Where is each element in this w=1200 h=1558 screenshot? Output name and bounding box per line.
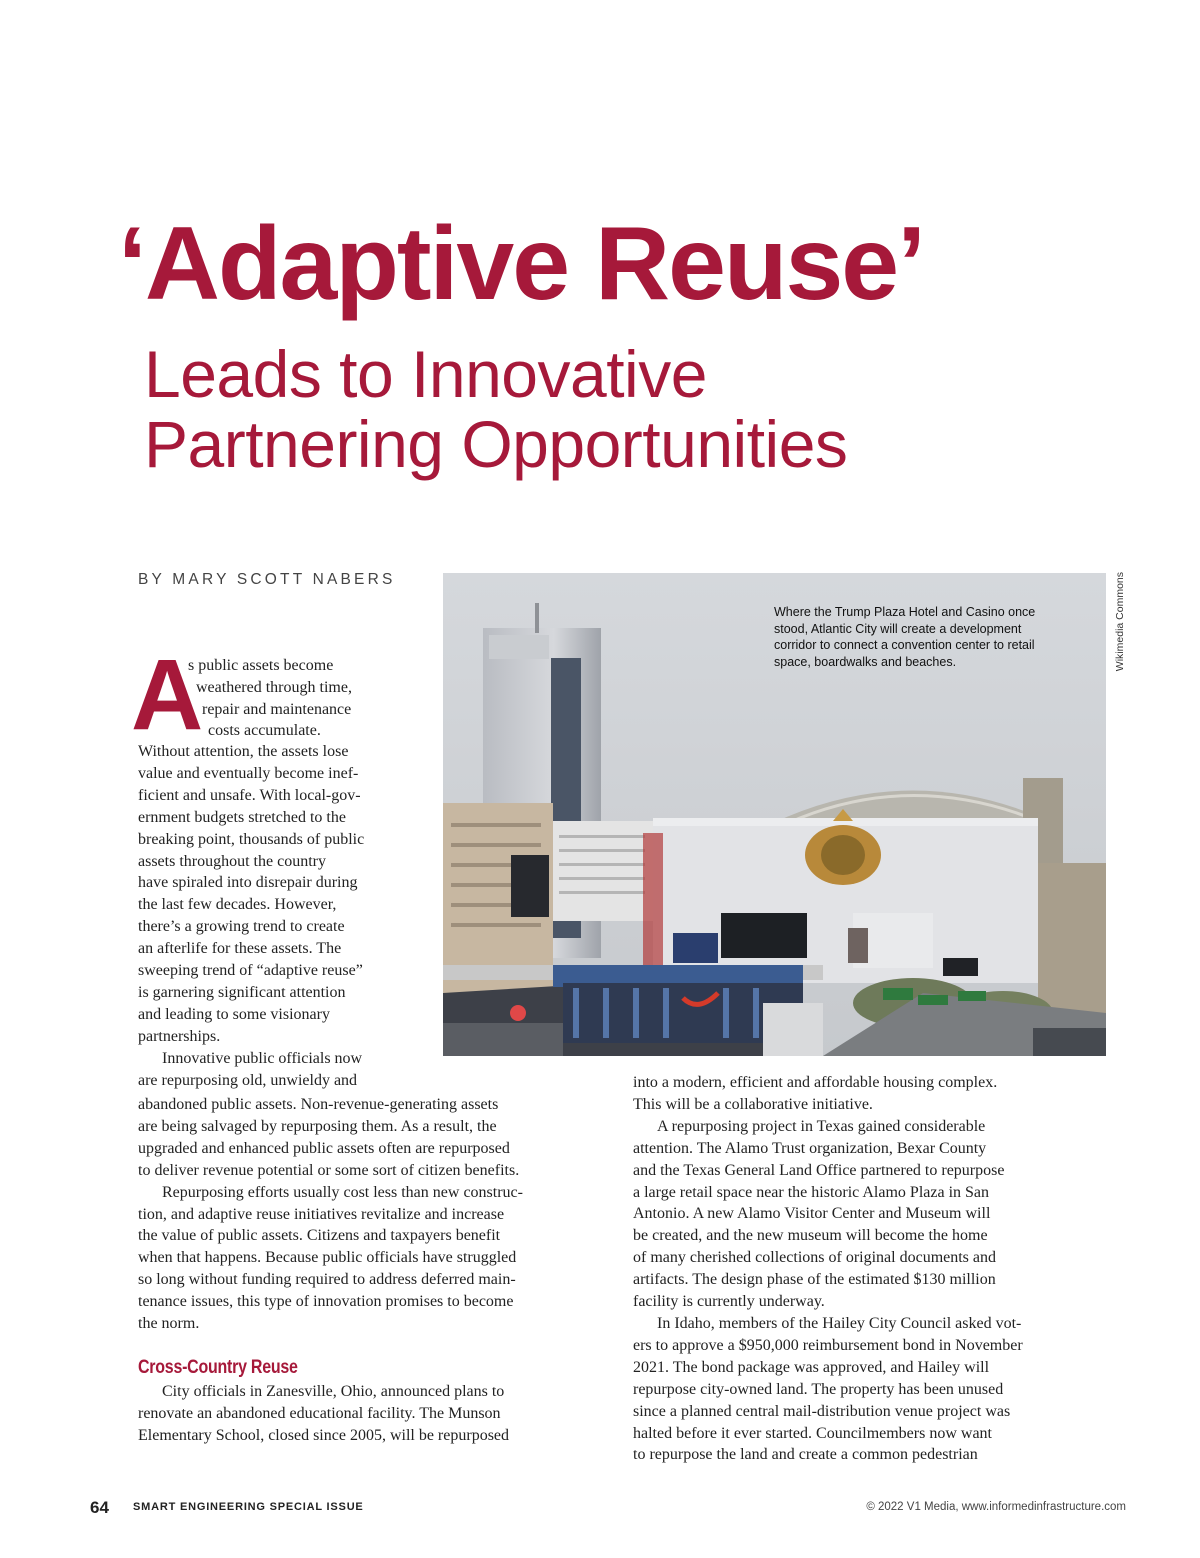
body-line: halted before it ever started. Councilmembers now want: [633, 1424, 992, 1442]
body-line: is garnering significant attention: [138, 983, 346, 1001]
photo-credit: [1114, 572, 1128, 678]
body-line: there’s a growing trend to create: [138, 918, 345, 936]
body-line: and leading to some visionary: [138, 1005, 330, 1023]
body-line: have spiraled into disrepair during: [138, 874, 358, 892]
dropcap-line: s public assets become: [188, 657, 334, 674]
body-line: the last few decades. However,: [138, 896, 337, 914]
body-line: Elementary School, closed since 2005, will be repurposed: [138, 1426, 510, 1444]
publication-name: SMART ENGINEERING SPECIAL ISSUE: [133, 1501, 364, 1513]
dropcap-line: repair and maintenance: [202, 701, 352, 718]
article-title-main: ‘Adaptive Reuse’: [118, 206, 925, 322]
dropcap-line: weathered through time,: [196, 679, 352, 696]
body-line: since a planned central mail-distribution venue project was: [633, 1402, 1011, 1420]
body-line: upgraded and enhanced public assets often are repurposed: [138, 1139, 510, 1157]
body-line: to repurpose the land and create a common pedestrian: [633, 1446, 978, 1464]
body-line: are repurposing old, unwieldy and: [138, 1071, 358, 1089]
body-line: abandoned public assets. Non-revenue-generating assets: [138, 1096, 499, 1113]
body-line: ers to approve a $950,000 reimbursement bond in November: [633, 1336, 1023, 1354]
photo-credit-text: Wikimedia Commons: [1114, 572, 1126, 672]
body-column-left: [138, 1094, 608, 1447]
body-line: into a modern, efficient and affordable housing complex.: [633, 1074, 998, 1091]
body-line: value and eventually become inef-: [138, 764, 359, 782]
body-line: City officials in Zanesville, Ohio, announced plans to: [162, 1382, 505, 1400]
body-line: ficient and unsafe. With local-gov-: [138, 786, 361, 804]
body-line: are being salvaged by repurposing them. As a result, the: [138, 1117, 497, 1135]
page-number: 64: [90, 1498, 109, 1517]
body-line: sweeping trend of “adaptive reuse”: [138, 962, 363, 980]
body-column-right: [633, 1072, 1108, 1466]
photo-caption: Where the Trump Plaza Hotel and Casino once stood, Atlantic City will create a development corridor to connect a convention center to retail space, boardwalks and beaches.: [774, 605, 1036, 669]
body-line: an afterlife for these assets. The: [138, 940, 342, 958]
body-line: Repurposing efforts usually cost less than new construc-: [162, 1183, 523, 1201]
body-line: when that happens. Because public officials have struggled: [138, 1249, 517, 1267]
body-line: artifacts. The design phase of the estimated $130 million: [633, 1271, 996, 1289]
body-line: A repurposing project in Texas gained considerable: [657, 1117, 986, 1135]
article-title-sub-line: Leads to Innovative: [144, 337, 707, 411]
body-line: the value of public assets. Citizens and taxpayers benefit: [138, 1227, 501, 1245]
body-line: tenance issues, this type of innovation promises to become: [138, 1293, 514, 1311]
section-heading: Cross-Country Reuse: [138, 1355, 298, 1378]
body-line: assets throughout the country: [138, 852, 326, 870]
body-line: be created, and the new museum will become the home: [633, 1227, 988, 1245]
article-title-sub: [144, 337, 848, 481]
body-line: the norm.: [138, 1315, 200, 1333]
dropcap-line: costs accumulate.: [208, 722, 321, 739]
body-line: repurpose city-owned land. The property has been unused: [633, 1380, 1004, 1398]
body-line: renovate an abandoned educational facility. The Munson: [138, 1404, 501, 1422]
body-line: breaking point, thousands of public: [138, 830, 365, 848]
body-line: facility is currently underway.: [633, 1293, 825, 1311]
body-line: partnerships.: [138, 1027, 221, 1045]
body-line: Antonio. A new Alamo Visitor Center and Museum will: [633, 1205, 991, 1223]
body-line: Without attention, the assets lose: [138, 743, 349, 760]
body-line: tion, and adaptive reuse initiatives revitalize and increase: [138, 1205, 505, 1223]
body-line: In Idaho, members of the Hailey City Council asked vot-: [657, 1314, 1022, 1332]
body-line: to deliver revenue potential or some sort of citizen benefits.: [138, 1161, 520, 1179]
body-line: and the Texas General Land Office partnered to repurpose: [633, 1161, 1005, 1179]
body-line: a large retail space near the historic Alamo Plaza in San: [633, 1183, 990, 1201]
body-line: so long without funding required to address deferred main-: [138, 1271, 516, 1289]
body-line: attention. The Alamo Trust organization, Bexar County: [633, 1139, 987, 1157]
body-line: of many cherished collections of original documents and: [633, 1249, 997, 1267]
body-line: This will be a collaborative initiative.: [633, 1095, 873, 1113]
article-title-sub-line: Partnering Opportunities: [144, 406, 848, 481]
body-column-narrow: [138, 741, 420, 1092]
body-line: ernment budgets stretched to the: [138, 808, 346, 826]
body-line: 2021. The bond package was approved, and Hailey will: [633, 1358, 990, 1376]
copyright-notice: © 2022 V1 Media, www.informedinfrastructure.com: [866, 1501, 1126, 1513]
byline: BY MARY SCOTT NABERS: [138, 571, 396, 588]
body-line: Innovative public officials now: [162, 1049, 363, 1067]
drop-cap: A: [131, 639, 204, 751]
